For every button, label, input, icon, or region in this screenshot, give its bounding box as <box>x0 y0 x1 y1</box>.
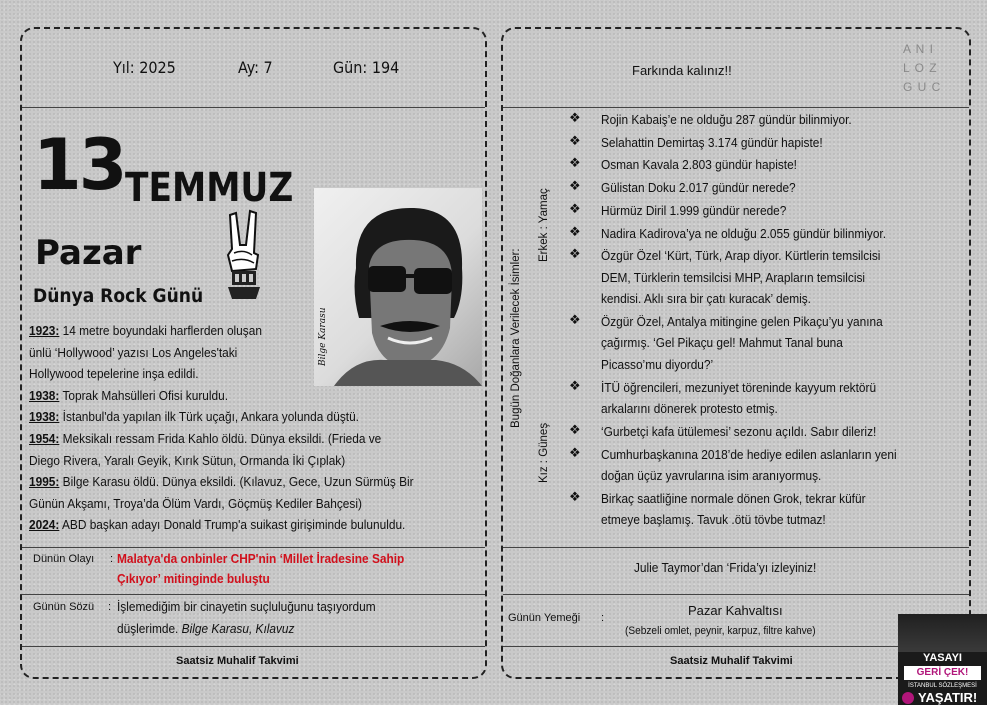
event-text: Meksikalı ressam Frida Kahlo öldü. Dünya eksildi. (Frieda ve <box>59 431 382 446</box>
diamond-bullet-icon: ❖ <box>569 132 581 148</box>
badge-sub: İSTANBUL SÖZLEŞMESİ <box>908 683 977 689</box>
news-bullet-text: Birkaç saatliğine normale dönen Grok, tekrar küfür <box>601 490 866 506</box>
word-of-day-label: Günün Sözü <box>33 601 95 613</box>
event-text: Toprak Mahsülleri Ofisi kuruldu. <box>59 387 229 403</box>
aniloz-logo: A N I L O Z G U C <box>903 42 942 94</box>
recommendation: Julie Taymor’dan ‘Frida’yı izleyiniz! <box>634 560 817 575</box>
special-day: Dünya Rock Günü <box>33 285 204 307</box>
news-bullet-text: DEM, Türklerin temsilcisi MHP, Arapların temsilcisi <box>601 269 866 285</box>
event-of-day-line1: Malatya'da onbinler CHP'nin ‘Millet İradesine Sahip <box>117 551 405 566</box>
event-year: 2024: <box>29 517 60 533</box>
news-bullet-text: Picasso’mu diyordu?’ <box>601 356 714 372</box>
colon: : <box>108 601 112 613</box>
news-bullet-text: Özgür Özel ‘Kürt, Türk, Arap diyor. Kürtlerin temsilcisi <box>601 248 881 264</box>
history-event-line <box>29 363 199 385</box>
meal-label: Günün Yemeği <box>508 612 581 624</box>
history-event-line <box>29 428 381 450</box>
divider <box>22 107 485 108</box>
event-year: 1938: <box>29 409 60 425</box>
event-of-day-line2: Çıkıyor’ mitinginde buluştu <box>117 571 270 586</box>
day-number: 13 <box>33 124 125 206</box>
event-text: 14 metre boyundaki harflerden oluşan <box>59 323 262 338</box>
event-text: Bilge Karasu öldü. Dünya eksildi. (Kılavuz, Gece, Uzun Sürmüş Bir <box>59 474 414 490</box>
event-text: ünlü ‘Hollywood’ yazısı Los Angeles'taki <box>29 344 238 360</box>
news-bullet-text: Osman Kavala 2.803 gündür hapiste! <box>601 157 797 173</box>
diamond-bullet-icon: ❖ <box>569 421 581 437</box>
event-year: 1938: <box>29 387 60 403</box>
event-year: 1995: <box>29 474 60 490</box>
event-year: 1923: <box>29 323 60 338</box>
female-name: Kız : Güneş <box>538 422 550 483</box>
meal-title: Pazar Kahvaltısı <box>688 603 783 618</box>
weekday: Pazar <box>35 233 142 273</box>
divider <box>503 547 969 548</box>
divider <box>503 594 969 595</box>
portrait-photo <box>314 188 482 386</box>
word-of-day-line2: düşlerimde. Bilge Karasu, Kılavuz <box>117 621 295 636</box>
divider <box>22 594 485 595</box>
event-text: İstanbul'da yapılan ilk Türk uçağı, Ankara yolunda düştü. <box>59 409 359 425</box>
diamond-bullet-icon: ❖ <box>569 200 581 216</box>
event-text: Diego Rivera, Yaralı Geyik, Kırık Sütun, Ormanda İki Çıplak) <box>29 452 346 468</box>
news-bullet-text: doğan üçüz yavrularına isim aranıyormuş. <box>601 468 822 483</box>
news-bullet-text: kendisi. Aklı sıra bir çatı kuracak’ demiş. <box>601 291 811 307</box>
diamond-bullet-icon: ❖ <box>569 444 581 460</box>
history-event-line <box>29 385 228 407</box>
divider <box>503 107 969 108</box>
history-event-line <box>29 493 362 515</box>
male-name: Erkek : Yamaç <box>538 188 550 262</box>
photo-caption: Bilge Karasu <box>318 307 328 366</box>
right-footer: Saatsiz Muhalif Takvimi <box>670 655 793 667</box>
diamond-bullet-icon: ❖ <box>569 178 581 194</box>
diamond-bullet-icon: ❖ <box>569 110 581 125</box>
news-bullet-text: Rojin Kabaiş’e ne olduğu 287 gündür bilinmiyor. <box>601 112 852 127</box>
news-bullet-text: Gülistan Doku 2.017 gündür nerede? <box>601 180 796 196</box>
diamond-bullet-icon: ❖ <box>569 488 581 504</box>
news-bullet-text: çağırmış. ‘Gel Pikaçu gel! Mahmut Tanal buna <box>601 335 843 351</box>
news-bullet-text: ‘Gurbetçi kafa ütülemesi’ sezonu açıldı. Sabır dileriz! <box>601 423 877 439</box>
news-bullet-text: Cumhurbaşkanına 2018’de hediye edilen aslanların yeni <box>601 446 897 462</box>
diamond-bullet-icon: ❖ <box>569 377 581 393</box>
month-label: Ay: 7 <box>238 58 273 77</box>
day-of-year-label: Gün: 194 <box>333 58 400 77</box>
names-heading: Bugün Doğanlara Verilecek İsimler: <box>510 248 522 428</box>
venus-icon <box>902 692 914 704</box>
right-header-title: Farkında kalınız!! <box>632 63 732 78</box>
divider <box>22 646 485 647</box>
portrait-illustration <box>314 188 482 386</box>
badge-top: YASAYI <box>923 652 962 664</box>
badge-mid: GERİ ÇEK! <box>904 666 981 680</box>
history-event-line <box>29 342 237 364</box>
month-name: TEMMUZ <box>125 165 294 211</box>
news-bullet-text: arkalarını dönerek protesto etmiş. <box>601 401 778 417</box>
diamond-bullet-icon: ❖ <box>569 311 581 327</box>
year-label: Yıl: 2025 <box>113 58 176 77</box>
news-bullet-text: Hürmüz Diril 1.999 gündür nerede? <box>601 202 787 218</box>
diamond-bullet-icon: ❖ <box>569 155 581 171</box>
diamond-bullet-icon: ❖ <box>569 246 581 262</box>
history-event-line <box>29 471 414 493</box>
news-bullet-text: etmeye başlamış. Tavuk .ötü tövbe tutmaz! <box>601 512 826 528</box>
badge-big: YAŞATIR! <box>918 690 978 705</box>
meal-detail: (Sebzeli omlet, peynir, karpuz, filtre kahve) <box>625 625 816 637</box>
left-footer: Saatsiz Muhalif Takvimi <box>176 655 299 667</box>
news-bullet-text: İTÜ öğrencileri, mezuniyet töreninde kayyum rektörü <box>601 379 877 395</box>
event-year: 1954: <box>29 431 60 446</box>
event-of-day-label: Dünün Olayı <box>33 553 95 565</box>
history-event-line <box>29 320 262 342</box>
colon: : <box>601 612 605 624</box>
news-bullet-text: Selahattin Demirtaş 3.174 gündür hapiste! <box>601 134 823 150</box>
rock-hand-icon <box>220 205 268 305</box>
event-text: Hollywood tepelerine inşa edildi. <box>29 366 199 382</box>
history-event-line <box>29 450 345 472</box>
word-of-day-line1: İşlemediğim bir cinayetin suçluluğunu taşıyordum <box>117 599 376 614</box>
event-text: Günün Akşamı, Troya’da Ölüm Vardı, Göçmüş Kediler Bahçesi) <box>29 495 362 511</box>
colon: : <box>110 553 114 565</box>
news-bullet-text: Nadira Kadirova’ya ne olduğu 2.055 gündür bilinmiyor. <box>601 225 887 241</box>
event-text: ABD başkan adayı Donald Trump'a suikast girişiminde bulunuldu. <box>59 517 406 533</box>
istanbul-convention-badge <box>898 614 987 705</box>
history-event-line <box>29 514 405 536</box>
diamond-bullet-icon: ❖ <box>569 223 581 239</box>
history-event-line <box>29 406 359 428</box>
news-bullet-text: Özgür Özel, Antalya mitingine gelen Pikaçu’yu yanına <box>601 313 883 329</box>
